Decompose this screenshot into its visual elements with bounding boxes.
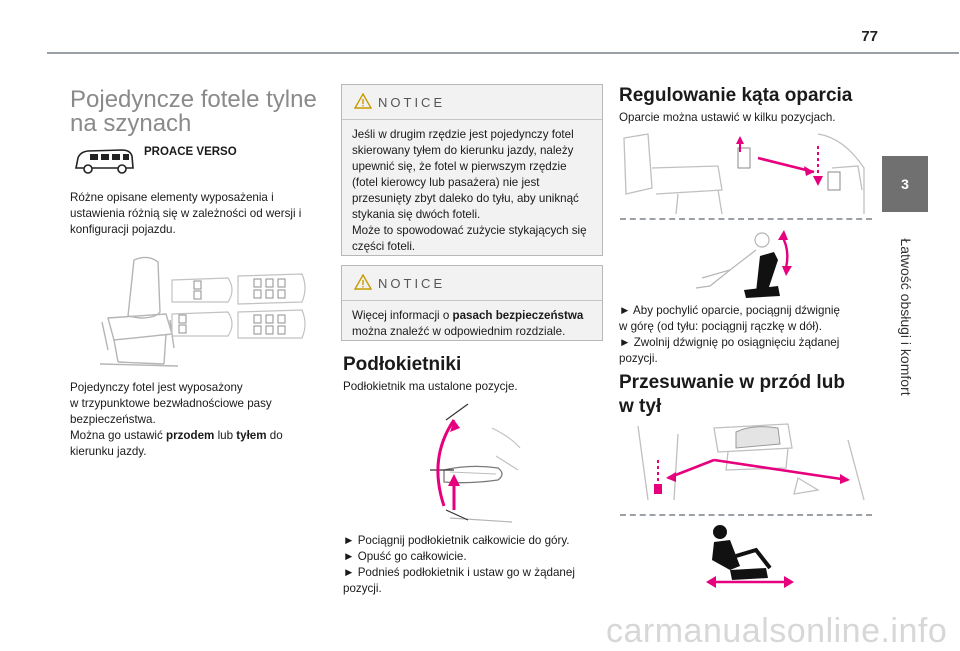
notice-line: Jeśli w drugim rzędzie jest pojedynczy fotel: [352, 128, 574, 141]
notice-line: przesunięty zbyt daleko do tyłu, aby uniknąć: [352, 192, 579, 205]
step-item: ► Podnieś podłokietnik i ustaw go w żądanej: [343, 566, 575, 579]
warning-icon: [354, 93, 372, 109]
notice-line: stykania się dwóch foteli.: [352, 208, 481, 221]
notice-title: NOTICE: [378, 276, 446, 291]
notice-line: (fotel kierowcy lub pasażera) nie jest: [352, 176, 540, 189]
recline-title: Regulowanie kąta oparcia: [619, 85, 853, 106]
sliding-seat-icon: [700, 520, 800, 592]
step-item: ► Aby pochylić oparcie, pociągnij dźwignię: [619, 304, 840, 317]
van-icon: [72, 146, 136, 176]
armrest-intro: Podłokietnik ma ustalone pozycje.: [343, 380, 518, 393]
step-item: pozycji.: [343, 582, 382, 595]
slide-title-line1: Przesuwanie w przód lub: [619, 372, 845, 393]
watermark: carmanualsonline.info: [606, 612, 948, 650]
slide-rail-illustration: [618, 420, 876, 510]
vehicle-label: PROACE VERSO: [144, 146, 237, 158]
recline-intro: Oparcie można ustawić w kilku pozycjach.: [619, 111, 836, 124]
chapter-title: [893, 222, 919, 412]
recline-steps: [619, 303, 874, 367]
step-item: ► Zwolnij dźwignię po osiągnięciu żądanej: [619, 336, 840, 349]
step-item: ► Pociągnij podłokietnik całkowicie do góry.: [343, 534, 570, 547]
caption-line: bezpieczeństwa.: [70, 413, 156, 426]
page-number: 77: [861, 28, 878, 45]
slide-title-line2: w tył: [619, 396, 662, 417]
section-title-line2: na szynach: [70, 110, 192, 137]
notice-line: części foteli.: [352, 240, 416, 253]
seat-caption: [70, 380, 310, 460]
armrest-illustration: [410, 398, 540, 526]
figure-divider: [620, 514, 872, 516]
section-title-line1: Pojedyncze fotele tylne: [70, 86, 317, 113]
single-seat-illustration: [78, 252, 308, 374]
warning-icon: [354, 274, 372, 290]
seatbelts-link[interactable]: pasach bezpieczeństwa: [452, 309, 584, 322]
notice-text: Więcej informacji o pasach bezpieczeństwa można znaleźć w odpowiednim rozdziale.: [352, 309, 584, 338]
notice-line: upewnić się, że fotel w pierwszym rzędzie: [352, 160, 567, 173]
notice-line: Może to spowodować zużycie stykających się: [352, 224, 587, 237]
caption-line: w trzypunktowe bezwładnościowe pasy: [70, 397, 272, 410]
chapter-title-text: Łatwość obsługi i komfort: [898, 238, 914, 396]
header-divider: [47, 52, 959, 54]
caption-line: kierunku jazdy.: [70, 445, 147, 458]
recline-lever-illustration: [618, 128, 876, 220]
notice-text: [352, 127, 594, 255]
notice-box-seat: [341, 84, 603, 256]
chapter-tab[interactable]: 3: [882, 156, 928, 212]
step-item: w górę (od tyłu: pociągnij rączkę w dół).: [619, 320, 822, 333]
reclining-seat-icon: [690, 226, 800, 304]
intro-text: Różne opisane elementy wyposażenia i ustawienia różnią się w zależności od wersji i konfiguracji pojazdu.: [70, 191, 302, 236]
figure-divider: [620, 218, 872, 220]
armrest-title: Podłokietniki: [343, 354, 462, 375]
notice-line: skierowany tyłem do kierunku jazdy, należy: [352, 144, 574, 157]
caption-line: Pojedynczy fotel jest wyposażony: [70, 381, 243, 394]
notice-box-seatbelts: [341, 265, 603, 341]
armrest-steps: [343, 533, 603, 597]
step-item: ► Opuść go całkowicie.: [343, 550, 467, 563]
step-item: pozycji.: [619, 352, 658, 365]
caption-line: Można go ustawić przodem lub tyłem do: [70, 429, 283, 442]
notice-title: NOTICE: [378, 95, 446, 110]
